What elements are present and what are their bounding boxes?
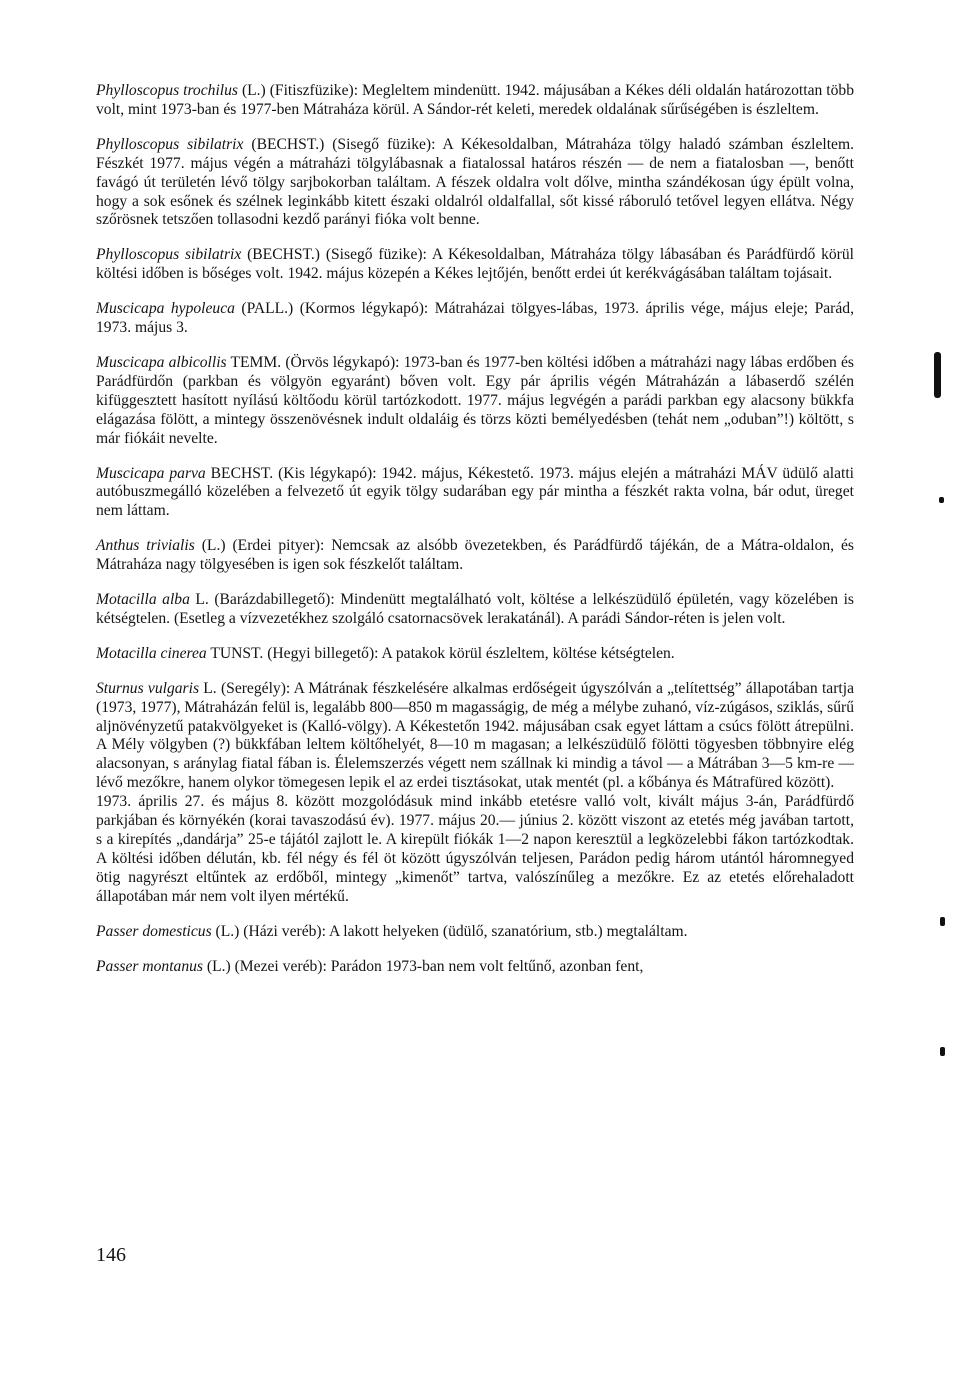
entry-text: TUNST. (Hegyi billegető): A patakok körül észleltem, költése kétségtelen. [206, 644, 675, 662]
entry-motacilla-cinerea [96, 645, 854, 664]
species-name: Passer domesticus [96, 922, 212, 940]
scan-mark [934, 352, 941, 398]
species-name: Passer montanus [96, 957, 203, 975]
entry-phylloscopus-trochilus [96, 82, 854, 120]
entry-text: L. (Barázdabillegető): Mindenütt megtalálható volt, költése a lelkészüdülő épületén, vagy közelében is kétségtelen. (Esetleg a vízvezetékhez szolgáló csatornacsövek lerakatánál). A parádi Sándor-réten is jelen volt. [96, 591, 854, 627]
entry-sturnus-vulgaris-continued [96, 793, 854, 906]
species-name: Muscicapa parva [96, 464, 206, 482]
document-body [96, 82, 854, 992]
species-name: Motacilla cinerea [96, 644, 207, 662]
entry-text: (BECHST.) (Sisegő füzike): A Kékesoldalban, Mátraháza tölgy haladó számban észleltem. Fészkét 1977. május végén a mátraházi tölgylábasnak a fiatalossal határos részén — de nem a fiatalosban —, benőtt favágó út területén lévő tölgy sarjbokorban találtam. A fészek oldalra volt dőlve, mintha szándékosan úgy épült volna, hogy a sok esőnek és szélnek leginkább kitett északi oldalról oldalfallal, sőt kissé ráboruló tetővel legyen ellátva. Négy szőrösnek tetszően tollasodni kezdő parányi fióka volt benne. [96, 135, 854, 229]
species-name: Anthus trivialis [96, 537, 195, 555]
entry-text: (BECHST.) (Sisegő füzike): A Kékesoldalban, Mátraháza tölgy lábasában és Parádfürdő körül költési időben is bőséges volt. 1942. május közepén a Kékes lejtőjén, benőtt erdei út kerékvágásában találtam tojásait. [96, 246, 854, 283]
entry-text: BECHST. (Kis légykapó): 1942. május, Kékestető. 1973. május elején a mátraházi MÁV üdülő alatti autóbuszmegálló közelében a felvezető út egyik tölgy sudarában egy pár mintha a fészkét rakta volna, bár odut, üreget nem láttam. [96, 464, 854, 520]
entry-muscicapa-parva [96, 465, 854, 522]
scan-mark [940, 917, 945, 926]
entry-passer-domesticus [96, 923, 854, 942]
species-name: Phylloscopus sibilatrix [96, 246, 242, 264]
entry-anthus-trivialis [96, 537, 854, 575]
page-number: 146 [96, 1244, 126, 1266]
entry-motacilla-alba [96, 591, 854, 629]
entry-phylloscopus-sibilatrix-1 [96, 136, 854, 231]
entry-text: 1973. április 27. és május 8. között mozgolódásuk mind inkább etetésre valló volt, kivált május 3-án, Parádfürdő parkjában és környékén (korai tavaszodású év). 1977. május 20.— június 2. között viszont az etetés még javában tartott, s a kirepítés „dandárja” 25-e tájától zajlott le. A kirepült fiókák 1—2 napon keresztül a legközelebbi fákon tartózkodtak. A költési időben délután, kb. fél négy és fél öt között úgyszólván teljesen, Parádon pedig három utántól háromnegyed ötig nagyrészt eltűntek az erdőből, mintegy „kimenőt” tartva, valószínűleg a mezőkre. Ez az etetés előrehaladott állapotában már nem volt ilyen mértékű. [96, 793, 854, 905]
scan-mark [940, 1047, 945, 1056]
entry-phylloscopus-sibilatrix-2 [96, 246, 854, 284]
species-name: Muscicapa albicollis [96, 353, 227, 371]
species-name: Sturnus vulgaris [96, 679, 200, 697]
species-name: Motacilla alba [96, 591, 190, 609]
species-name: Phylloscopus sibilatrix [96, 135, 244, 153]
entry-text: (PALL.) (Kormos légykapó): Mátraházai tölgyes-lábas, 1973. április vége, május eleje; Parád, 1973. május 3. [96, 300, 854, 337]
scan-mark [939, 497, 944, 503]
entry-sturnus-vulgaris [96, 680, 854, 793]
entry-text: L. (Seregély): A Mátrának fészkelésére alkalmas erdőségeit úgyszólván a „telítettség” állapotában tartja (1973, 1977), Mátraházán felül is, legalább 800—850 m magasságig, de még a mélybe zuhanó, víz-zúgásos, sziklás, sűrű aljnövényzetű patakvölgyeket is (Kalló-völgy). A Kékestetőn 1942. májusában csak egyet láttam a csúcs fölött átrepülni. A Mély völgyben (?) bükkfában leltem költőhelyét, 8—10 m magasan; a lelkészüdülő fölötti tögyesben többnyire elég alacsonyan, s aránylag fiatal fában is. Élelemszerzés végett nem szállnak ki mindig a távol — a Mátrában 3—5 km-re — lévő mezőkre, hanem olykor tömegesen lepik el az erdei tisztásokat, utak mentét (pl. a kőbánya és Mátrafüred között). [96, 679, 855, 792]
entry-text: (L.) (Mezei veréb): Parádon 1973-ban nem volt feltűnő, azonban fent, [203, 957, 644, 975]
entry-muscicapa-hypoleuca [96, 300, 854, 338]
species-name: Phylloscopus trochilus [96, 82, 238, 99]
entry-passer-montanus [96, 958, 854, 977]
entry-muscicapa-albicollis [96, 354, 854, 449]
entry-text: (L.) (Fitiszfüzike): Megleltem mindenütt. 1942. májusában a Kékes déli oldalán határozottan több volt, mint 1973-ban és 1977-ben Mátraháza körül. A Sándor-rét keleti, meredek oldalának sűrűségében is észleltem. [96, 82, 854, 118]
entry-text: TEMM. (Örvös légykapó): 1973-ban és 1977-ben költési időben a mátraházi nagy lábas erdőben és Parádfürdőn (parkban és völgyön egyaránt) bőven volt. Egy pár április végén Mátraházán a lábaserdő szélén kifüggesztett hasított nyílású költőodu körül tartózkodott. 1977. május legvégén a parádi parkban egy alacsony bükkfa elágazása fölött, a mintegy összenövésnek indult oldaláig és törzs közti bemélyedésben (tehát nem „oduban”!) költött, s már fiókáit nevelte. [96, 353, 854, 447]
species-name: Muscicapa hypoleuca [96, 300, 235, 318]
entry-text: (L.) (Házi veréb): A lakott helyeken (üdülő, szanatórium, stb.) megtaláltam. [211, 922, 688, 940]
entry-text: (L.) (Erdei pityer): Nemcsak az alsóbb övezetekben, és Parádfürdő tájékán, de a Mátra-oldalon, és Mátraháza nagy tölgyesében is igen sok fészkelőt találtam. [96, 537, 854, 574]
